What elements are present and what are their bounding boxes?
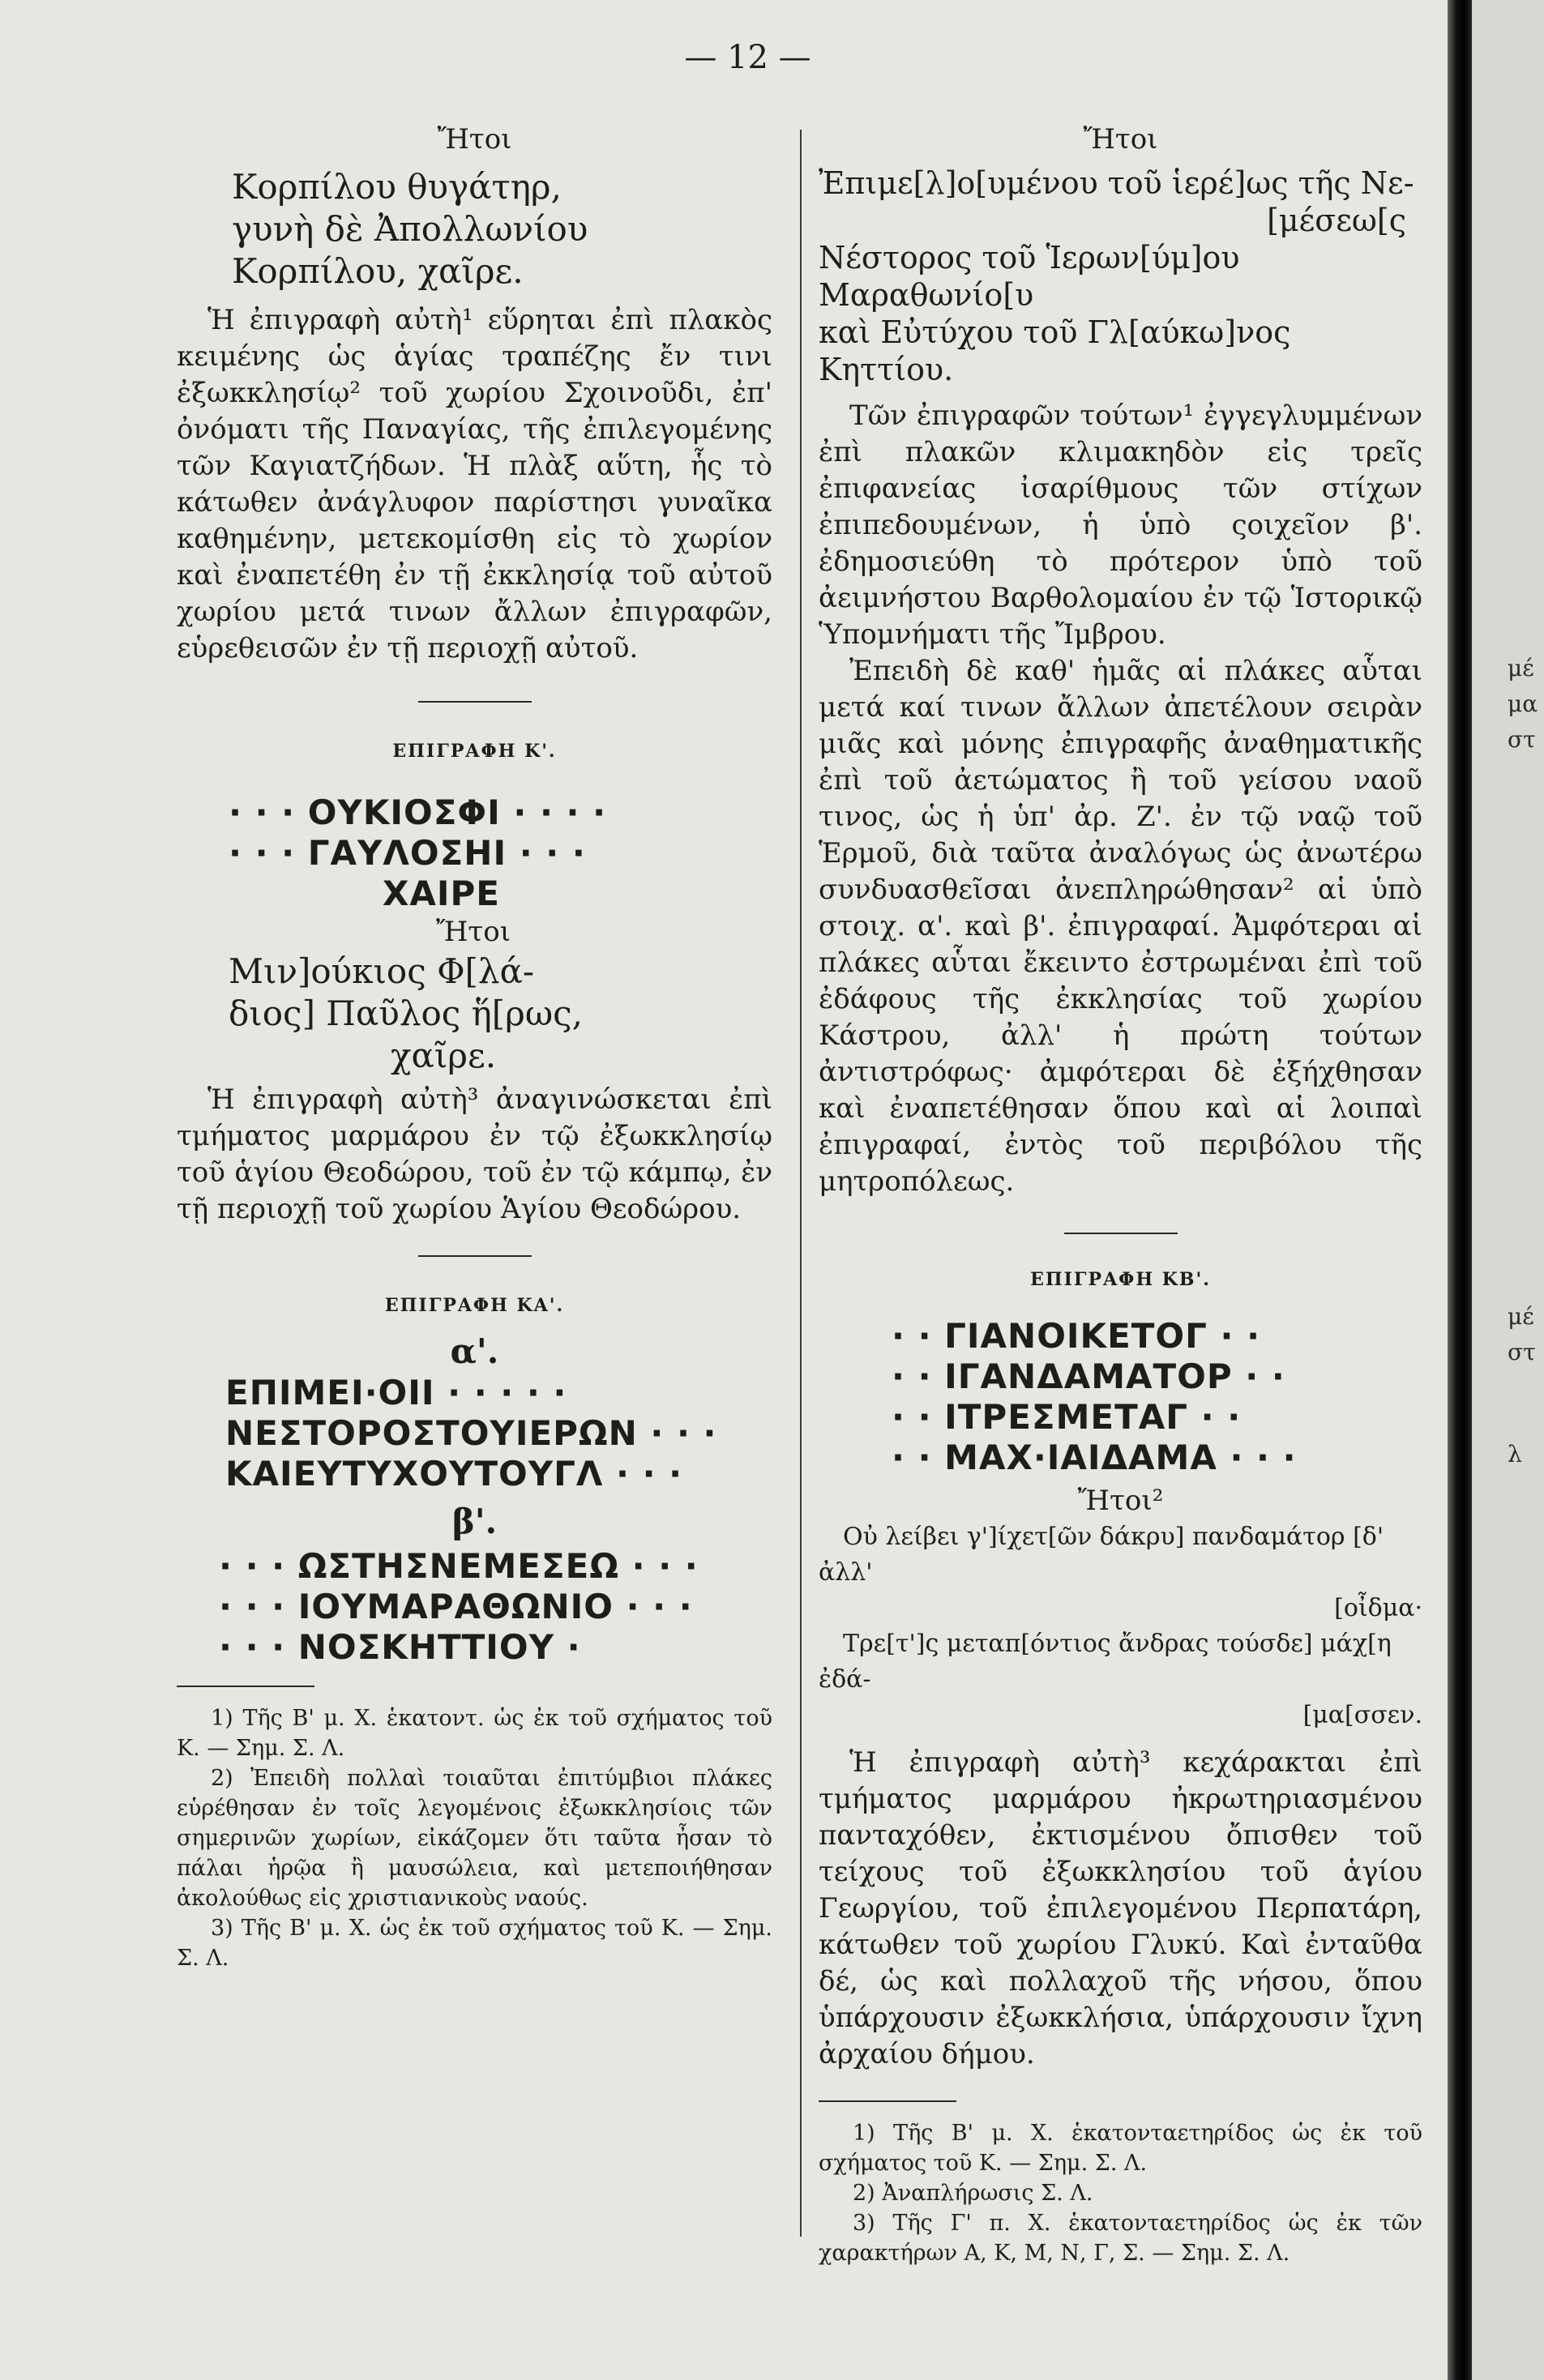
commentary-paragraph: Τῶν ἐπιγραφῶν τούτων¹ ἐγγεγλυμμένων ἐπὶ πλακῶν κλιμακηδὸν εἰς τρεῖς ἐπιφανείας ἰσαρίθμους τῶν στίχων ἐπιπεδουμένων, ἡ ὑπὸ ςοιχεῖον β'. ἐδημοσιεύθη τὸ πρότερον ὑπὸ τοῦ ἀειμνήστου Βαρθολομαίου ἐν τῷ Ἱστορικῷ Ὑπομνήματι τῆς Ἴμβρου. [819,400,1422,651]
inscription-capitals: · · · ΟΥΚΙΟΣΦΙ · · · · · · · ΓΑΥΛΟΣΗΙ · · · ΧΑΙΡΕ [229,793,607,913]
commentary-paragraph: Ἡ ἐπιγραφὴ αὐτὴ¹ εὕρηται ἐπὶ πλακὸς κειμένης ὡς ἁγίας τραπέζης ἔν τινι ἐξωκκλησίῳ² τοῦ χωρίου Σχοινοῦδι, ἐπ' ὀνόματι τῆς Παναγίας, τῆς ἐπιλεγομένης τῶν Καγιατζήδων. Ἡ πλὰξ αὕτη, ἧς τὸ κάτωθεν ἀνάγλυφον παρίστησι γυναῖκα καθημένην, μετεκομίσθη εἰς τὸ χωρίον καὶ ἐναπετέθη ἐν τῇ ἐκκλησίᾳ τοῦ αὐτοῦ χωρίου μετά τινων ἄλλων ἐπιγραφῶν, εὑρεθεισῶν ἐν τῇ περιοχῇ αὐτοῦ. [177,304,772,664]
column-divider [800,130,802,2237]
section-rule [1064,1233,1178,1234]
footnote: 2) Ἀναπλήρωσις Σ. Λ. [853,2181,1093,2206]
inscription-transcription: Ἐπιμε[λ]ο[υμένου τοῦ ἱερέ]ως τῆς Νε- [μέσεω[ς Νέστορος τοῦ Ἱερων[ύμ]ου Μαραθωνίο[υ καὶ Εὐτύχου τοῦ Γλ[αύκω]νος Κηττίου. [819,165,1414,387]
right-column [819,122,1422,2268]
footnote-rule [819,2100,956,2102]
next-page-fragment: μέ [1508,1303,1534,1330]
section-heading: ΕΠΙΓΡΑΦΗ ΚΒ'. [1030,1269,1211,1290]
footnote: 3) Τῆς Γ' π. Χ. ἑκατονταετηρίδος ὡς ἐκ τῶν χαρακτήρων Α, Κ, Μ, Ν, Γ, Σ. — Σημ. Σ. Λ. [819,2211,1422,2266]
footnote-rule [177,1686,314,1687]
next-page-fragment: στ [1508,1339,1536,1365]
subsection-label: β'. [451,1502,498,1541]
page-number: — 12 — [684,39,811,76]
inscription-capitals: · · · ΩΣΤΗΣΝΕΜΕΣΕΩ · · · · · · ΙΟΥΜΑΡΑΘΩΝΙΟ · · · · · · ΝΟΣΚΗΤΤΙΟΥ · [219,1546,699,1667]
book-spine-shadow [1448,0,1472,2380]
next-page-fragment: λ [1508,1441,1522,1468]
next-page-fragment: μα [1508,690,1538,717]
subsection-label: α'. [450,1331,499,1371]
hetoi-label: Ἤτοι [1083,123,1158,156]
section-rule [418,1255,532,1257]
inscription-transcription: Κορπίλου θυγάτηρ, γυνὴ δὲ Ἀπολλωνίου Κορπίλου, χαῖρε. [232,167,588,291]
hetoi-label: Ἤτοι [436,916,511,948]
next-page-fragment: στ [1508,726,1536,753]
section-heading: ΕΠΙΓΡΑΦΗ ΚΑ'. [384,1295,565,1316]
footnote: 1) Τῆς Β' μ. Χ. ἑκατονταετηρίδος ὡς ἐκ τοῦ σχήματος τοῦ Κ. — Σημ. Σ. Λ. [819,2121,1422,2176]
commentary-paragraph: Ἡ ἐπιγραφὴ αὐτὴ³ κεχάρακται ἐπὶ τμήματος μαρμάρου ἠκρωτηριασμένου πανταχόθεν, ἐκτισμένου ὄπισθεν τοῦ τείχους τοῦ ἐξωκκλησίου τοῦ ἁγίου Γεωργίου, τοῦ ἐπιλεγομένου Περπατάρη, κάτωθεν τοῦ χωρίου Γλυκύ. Καὶ ἐνταῦθα δέ, ὡς καὶ πολλαχοῦ τῆς νήσου, ὅπου ὑπάρχουσιν ἐξωκκλήσια, ὑπάρχουσιν ἴχνη ἀρχαίου δήμου. [819,1746,1422,2070]
footnotes [177,1703,772,1973]
hetoi-label: Ἤτοι² [1077,1485,1164,1517]
inscription-transcription: Οὐ λείβει γ']ίχετ[ῶν δάκρυ] πανδαμάτορ [δ' ἀλλ' [οἶδμα· Τρε[τ']ς μεταπ[όντιος ἄνδρας τούσδε] μάχ[η ἐδά- [μα[σσεν. [819,1523,1422,1729]
footnote: 3) Τῆς Β' μ. Χ. ὡς ἐκ τοῦ σχήματος τοῦ Κ. — Σημ. Σ. Λ. [177,1916,772,1971]
hetoi-label: Ἤτοι [437,123,512,156]
left-column [177,122,772,1973]
next-page-fragment: μέ [1508,655,1534,682]
inscription-capitals: · · ΓΙΑΝΟΙΚΕΤΟΓ · · · · ΙΓΑΝΔΑΜΑΤΟΡ · · · · ΙΤΡΕΣΜΕΤΑΓ · · · · ΜΑΧ·ΙΑΙΔΑΜΑ · · · [892,1316,1297,1477]
section-heading: ΕΠΙΓΡΑΦΗ Κ'. [392,741,557,762]
inscription-capitals: ΕΠΙΜΕΙ·ΟΙΙ · · · · · ΝΕΣΤΟΡΟΣΤΟΥΙΕΡΩΝ · · · ΚΑΙΕΥΤΥΧΟΥΤΟΥΓΛ · · · [225,1373,717,1493]
footnote: 2) Ἐπειδὴ πολλαὶ τοιαῦται ἐπιτύμβιοι πλάκες εὑρέθησαν ἐν τοῖς λεγομένοις ἐξωκκλησίοις τῶν σημερινῶν χωρίων, εἰκάζομεν ὅτι ταῦτα ἦσαν τὸ πάλαι ἡρῷα ἢ μαυσώλεια, καὶ μετεποιήθησαν ἀκολούθως εἰς χριστιανικοὺς ναούς. [177,1766,772,1911]
footnotes [819,2118,1422,2268]
commentary-paragraph: Ἡ ἐπιγραφὴ αὐτὴ³ ἀναγινώσκεται ἐπὶ τμήματος μαρμάρου ἐν τῷ ἐξωκκλησίῳ τοῦ ἁγίου Θεοδώρου, τοῦ ἐν τῷ κάμπῳ, ἐν τῇ περιοχῇ τοῦ χωρίου Ἁγίου Θεοδώρου. [177,1083,772,1225]
section-rule [418,701,532,703]
inscription-transcription: Μιν]ούκιος Φ[λά- διος] Παῦλος ἥ[ρως, χαῖρε. [229,951,583,1075]
commentary-paragraph: Ἐπειδὴ δὲ καθ' ἡμᾶς αἱ πλάκες αὗται μετά καί τινων ἄλλων ἀπετέλουν σειρὰν μιᾶς καὶ μόνης ἐπιγραφῆς ἀναθηματικῆς ἐπὶ τοῦ ἀετώματος ἢ τοῦ γείσου ναοῦ τινος, ὡς ἡ ὑπ' ἀρ. Ζ'. ἐν τῷ ναῷ τοῦ Ἑρμοῦ, διὰ ταῦτα ἀναλόγως ὡς ἀνωτέρω συνδυασθεῖσαι ἀνεπληρώθησαν² αἱ ὑπὸ στοιχ. α'. καὶ β'. ἐπιγραφαί. Ἀμφότεραι αἱ πλάκες αὗται ἔκειντο ἐστρωμέναι ἐπὶ τοῦ ἐδάφους τῆς ἐκκλησίας τοῦ χωρίου Κάστρου, ἀλλ' ἡ πρώτη τούτων ἀντιστρόφως· ἀμφότεραι δὲ ἐξήχθησαν καὶ ἐναπετέθησαν ὅπου καὶ αἱ λοιπαὶ ἐπιγραφαί, ἐντὸς τοῦ περιβόλου τῆς μητροπόλεως. [819,655,1422,1198]
footnote: 1) Τῆς Β' μ. Χ. ἑκατοντ. ὡς ἐκ τοῦ σχήματος τοῦ Κ. — Σημ. Σ. Λ. [177,1706,772,1761]
adjacent-page-edge [1472,0,1544,2380]
